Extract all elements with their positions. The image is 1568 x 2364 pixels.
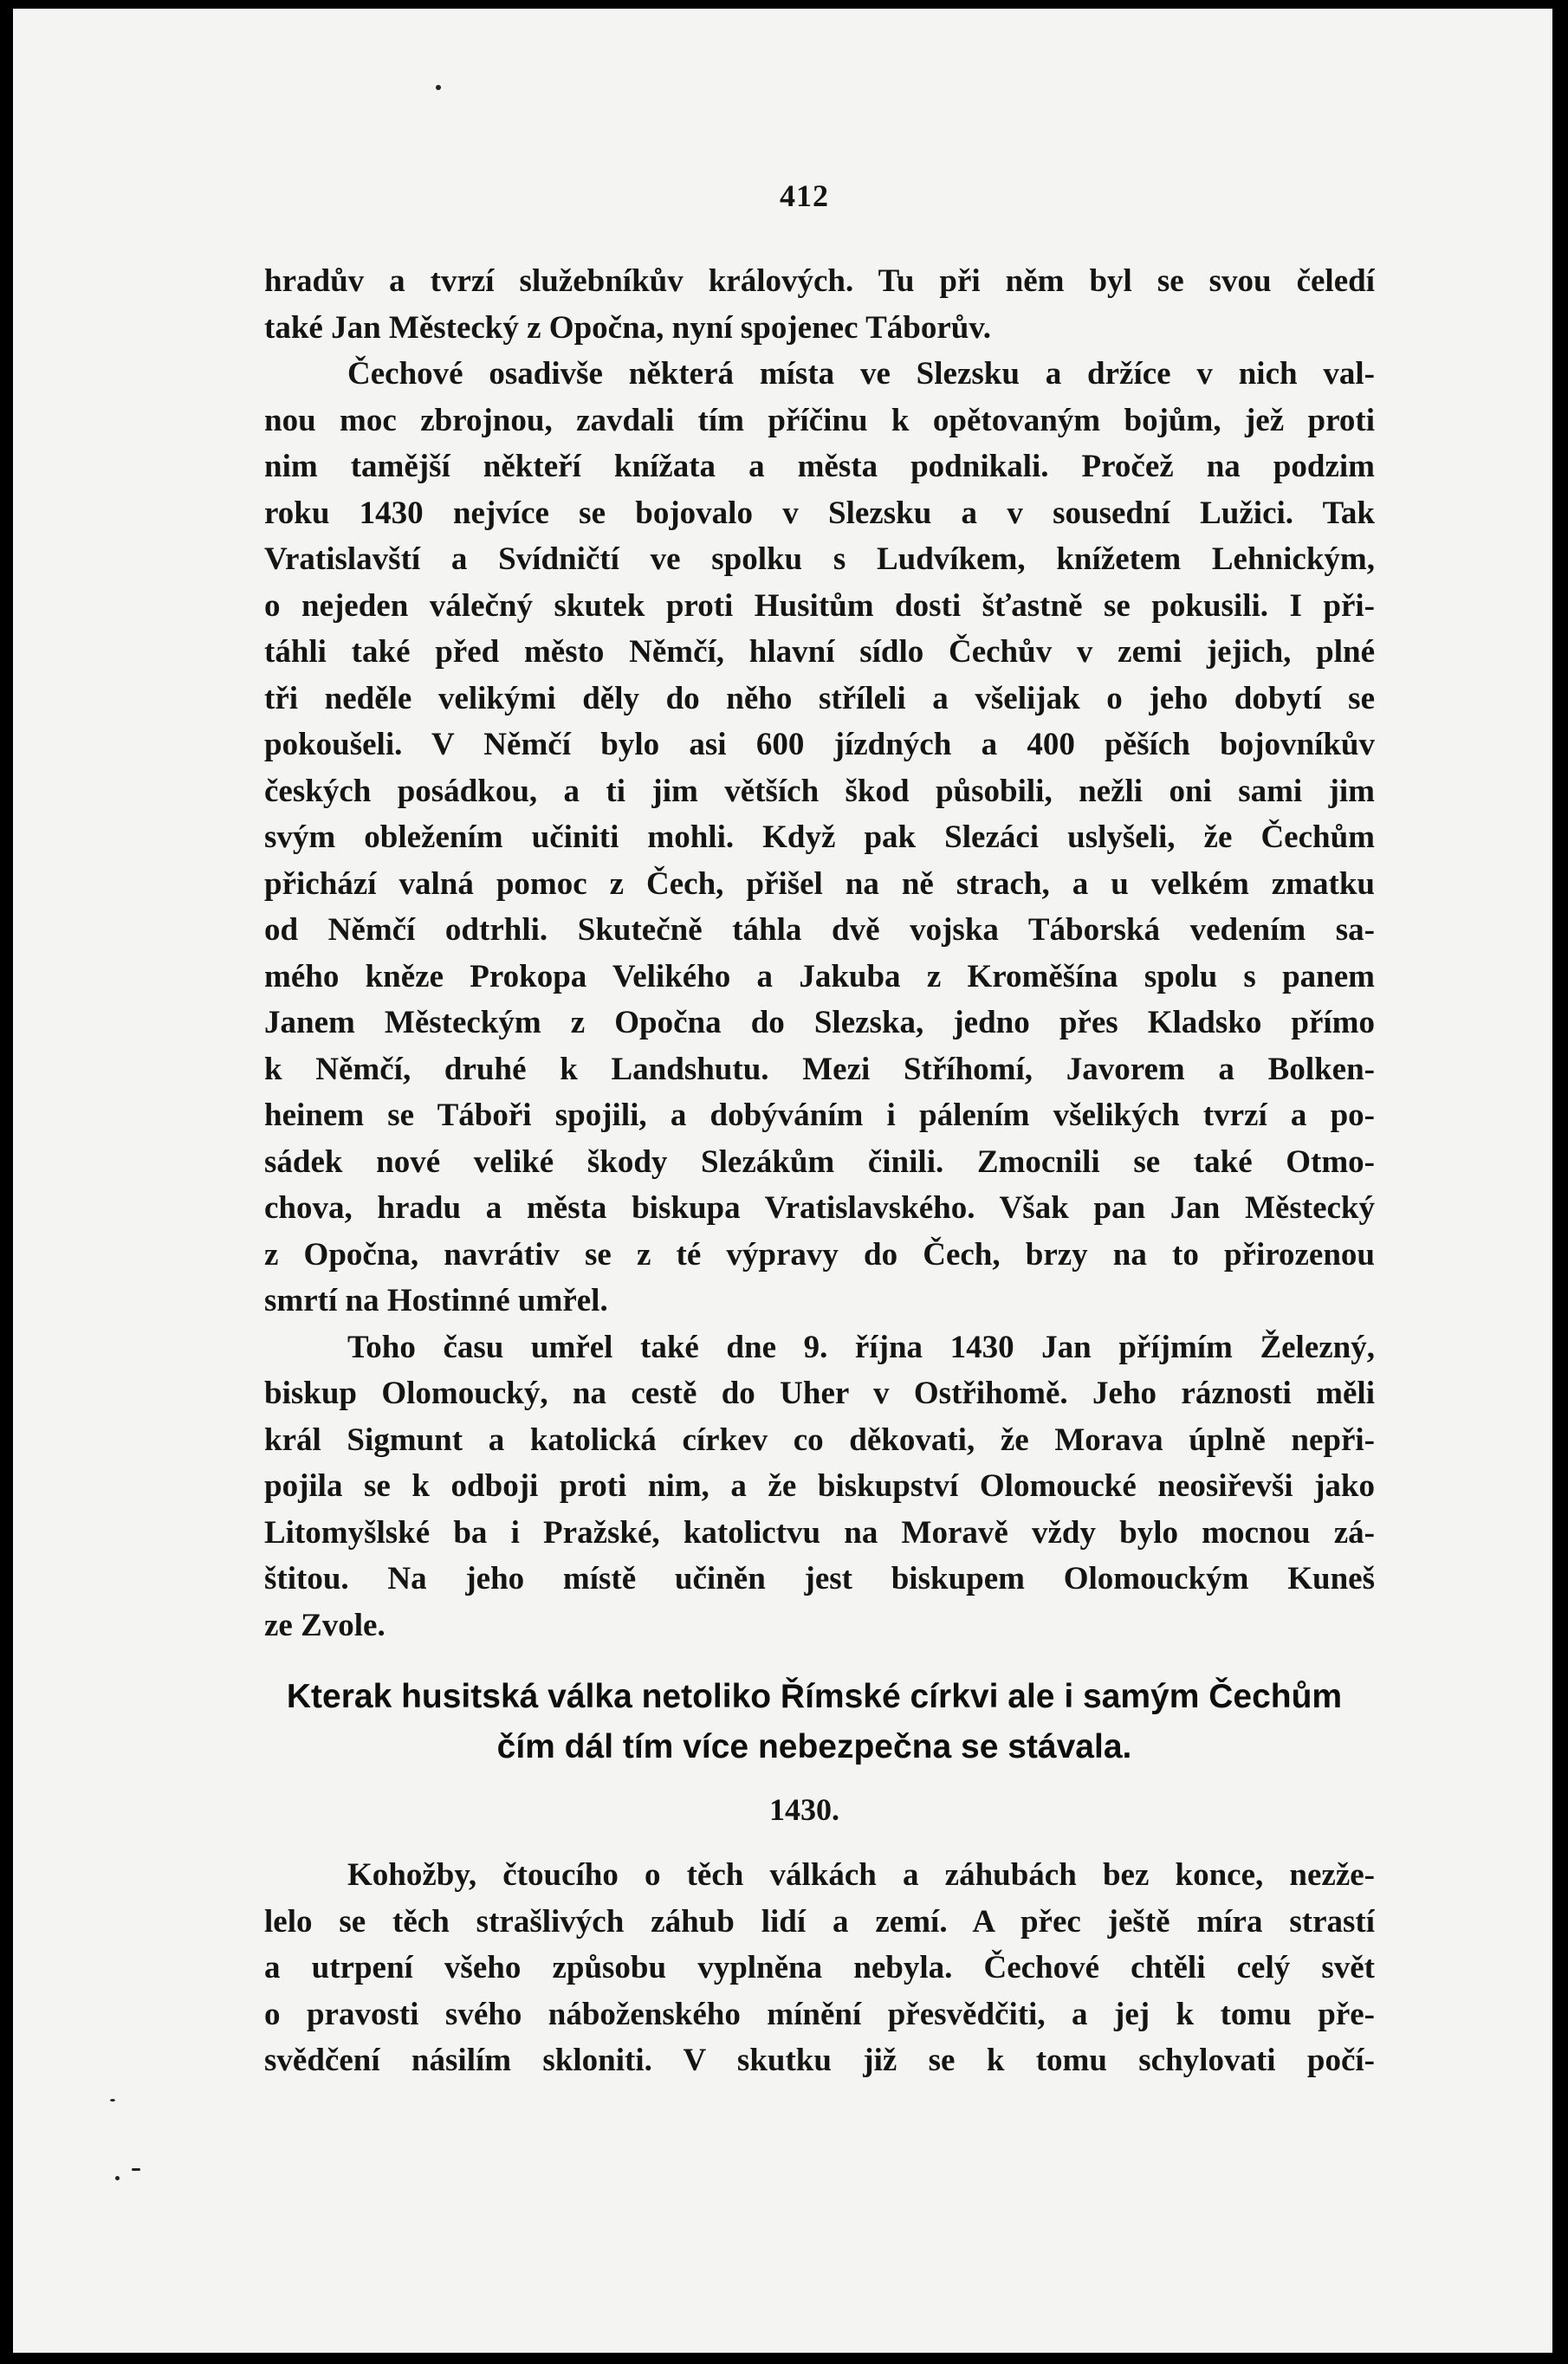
text-line: Vratislavští a Svídničtí ve spolku s Ludvíkem, knížetem Lehnickým, (264, 541, 1375, 577)
text-line: od Němčí odtrhli. Skutečně táhla dvě vojska Táborská vedením sa- (264, 912, 1375, 948)
section-heading-line: čím dál tím více nebezpečna se stávala. (496, 1728, 1132, 1765)
text-line: k Němčí, druhé k Landshutu. Mezi Stříhomí, Javorem a Bolken- (264, 1051, 1375, 1087)
page-number: 412 (780, 178, 829, 213)
section-year: 1430. (769, 1792, 839, 1827)
text-line: o pravosti svého náboženského mínění přesvědčiti, a jej k tomu pře- (264, 1996, 1375, 2032)
text-line: táhli také před město Němčí, hlavní sídlo Čechův v zemi jejich, plné (264, 634, 1375, 670)
text-line: Kohožby, čtoucího o těch válkách a záhubách bez konce, nezže- (347, 1857, 1375, 1893)
text-line: českých posádkou, a ti jim větších škod působili, nežli oni sami jim (264, 773, 1375, 809)
scan-speck (436, 85, 441, 90)
text-line: nou moc zbrojnou, zavdali tím příčinu k opětovaným bojům, jež proti (264, 402, 1375, 438)
text-line: ze Zvole. (264, 1607, 386, 1643)
text-line: Janem Městeckým z Opočna do Slezska, jedno přes Kladsko přímo (264, 1005, 1375, 1040)
section-heading-line: Kterak husitská válka netoliko Římské církvi ale i samým Čechům (286, 1678, 1343, 1715)
text-line: tři neděle velikými děly do něho stříleli a všelijak o jeho dobytí se (264, 680, 1375, 716)
scanned-book-page (13, 9, 1552, 2353)
text-line: pokoušeli. V Němčí bylo asi 600 jízdných a 400 pěších bojovníkův (264, 727, 1375, 762)
text-line: král Sigmunt a katolická církev co děkovati, že Morava úplně nepři- (264, 1422, 1375, 1458)
text-line: a utrpení všeho způsobu vyplněna nebyla. Čechové chtěli celý svět (264, 1950, 1375, 1985)
text-line: také Jan Městecký z Opočna, nyní spojenec Táborův. (264, 309, 992, 346)
text-line: mého kněze Prokopa Velikého a Jakuba z Kroměšína spolu s panem (264, 958, 1375, 994)
text-line: Toho času umřel také dne 9. října 1430 Jan příjmím Železný, (347, 1329, 1375, 1365)
scan-speck (132, 2168, 140, 2171)
text-line: smrtí na Hostinné umřel. (264, 1283, 608, 1318)
text-line: hradův a tvrzí služebníkův králových. Tu při něm byl se svou čeledí (264, 263, 1375, 299)
text-line: biskup Olomoucký, na cestě do Uher v Ostřihomě. Jeho ráznosti měli (264, 1376, 1375, 1411)
body-text-paragraphs (264, 258, 1375, 1648)
text-line: pojila se k odboji proti nim, a že biskupství Olomoucké neosiřevši jako (264, 1468, 1375, 1504)
section-body-text (264, 1852, 1375, 2084)
text-line: nim tamější někteří knížata a města podnikali. Pročež na podzim (264, 449, 1375, 484)
text-line: roku 1430 nejvíce se bojovalo v Slezsku a v sousední Lužici. Tak (264, 495, 1375, 531)
text-line: Čechové osadivše některá místa ve Slezsku a držíce v nich val- (347, 356, 1375, 392)
text-line: lelo se těch strašlivých záhub lidí a zemí. A přec ještě míra strastí (264, 1903, 1375, 1940)
text-line: sádek nové veliké škody Slezákům činili. Zmocnili se také Otmo- (264, 1143, 1375, 1180)
text-line: heinem se Táboři spojili, a dobýváním i pálením všelikých tvrzí a po- (264, 1098, 1375, 1133)
text-line: Litomyšlské ba i Pražské, katolictvu na Moravě vždy bylo mocnou zá- (264, 1514, 1375, 1551)
scan-speck (115, 2176, 120, 2180)
section-heading (247, 1672, 1382, 1772)
text-line: štitou. Na jeho místě učiněn jest biskupem Olomouckým Kuneš (264, 1561, 1375, 1597)
scan-speck (110, 2099, 115, 2102)
text-line: z Opočna, navrátiv se z té výpravy do Čech, brzy na to přirozenou (264, 1236, 1375, 1273)
text-line: svým obležením učiniti mohli. Když pak Slezáci uslyšeli, že Čechům (264, 819, 1375, 855)
text-line: svědčení násilím skloniti. V skutku již se k tomu schylovati počí- (264, 2043, 1375, 2078)
text-line: chova, hradu a města biskupa Vratislavského. Však pan Jan Městecký (264, 1190, 1375, 1226)
text-line: o nejeden válečný skutek proti Husitům dosti šťastně se pokusili. I při- (264, 587, 1375, 624)
text-line: přichází valná pomoc z Čech, přišel na ně strach, a u velkém zmatku (264, 865, 1375, 902)
